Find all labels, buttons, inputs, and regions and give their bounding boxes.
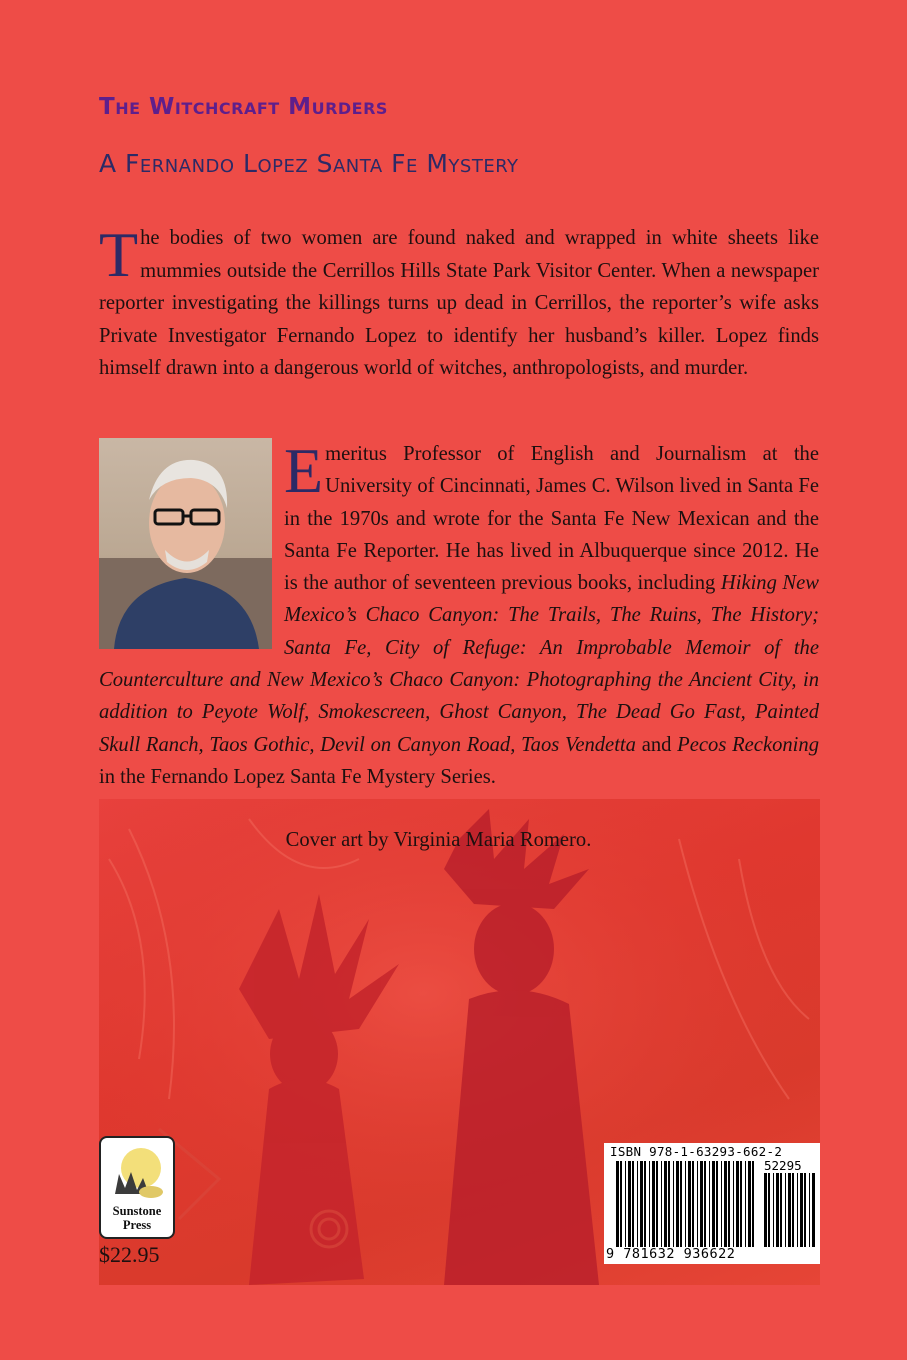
blurb-text: he bodies of two women are found naked and wrapped in white sheets like mummies outside the Cerrillos Hills State Park Visitor Center. When a newspaper reporter investigating the killings turns up dead in Cerrillos, the reporter’s wife asks Private Investigator Fernando Lopez to identify her husband’s killer. Lopez finds himself drawn into a dangerous world of witches, anthropologists, and murder. [99,227,819,379]
barcode-bar [692,1161,694,1247]
barcode-bar [685,1161,686,1247]
barcode-bar [724,1161,727,1247]
barcode-bar [628,1161,631,1247]
publisher-name-line2: Press [122,1218,152,1232]
ean-digits: 9 781632 936622 [606,1246,736,1262]
barcode-bar [721,1161,722,1247]
barcode-bar [788,1173,791,1247]
barcode-bar [652,1161,655,1247]
barcode-bar [637,1161,638,1247]
barcode-bar [664,1161,667,1247]
isbn-label: ISBN 978-1-63293-662-2 [610,1144,783,1159]
author-bio [99,435,819,793]
barcode-bar [733,1161,734,1247]
barcode-bar [764,1173,767,1247]
bio-title-pecos: Pecos Reckoning [677,733,819,756]
barcode-bar [709,1161,710,1247]
barcode-bar [712,1161,715,1247]
isbn-barcode [604,1143,820,1264]
barcode-bar [697,1161,698,1247]
publisher-name [101,1204,173,1232]
book-blurb [99,219,819,385]
price: $22.95 [99,1242,160,1267]
barcode-bar [812,1173,815,1247]
barcode-bar [797,1173,798,1247]
barcode-bar [656,1161,658,1247]
bio-text-3: in the Fernando Lopez Santa Fe Mystery Series. [99,765,496,788]
barcode-bar [649,1161,650,1247]
barcode-bar [625,1161,626,1247]
bio-dropcap: E [284,435,324,506]
barcode-bar [745,1161,746,1247]
barcode-bar [620,1161,622,1247]
barcode-bar [668,1161,670,1247]
barcode-bar [800,1173,803,1247]
barcode-bar [752,1161,754,1247]
bio-text-1: meritus Professor of English and Journalism at the University of Cincinnati, James C. Wilson lived in Santa Fe in the 1970s and wrote for the Santa Fe New Mexican and the Santa Fe Reporter. He has lived in Albuquerque since 2012. He is the author of seventeen previous books, including [284,443,819,595]
barcode-bar [716,1161,718,1247]
barcode-bar [700,1161,703,1247]
bio-titles-italic: Hiking New Mexico’s Chaco Canyon: The Trails, The Ruins, The History; Santa Fe, City of Refuge: An Improbable Memoir of the Counterculture and New Mexico’s Chaco Canyon: Photographing the Ancient City, in addition to Peyote Wolf, Smokescreen, Ghost Canyon, The Dead Go Fast, Painted Skull Ranch, Taos Gothic, Devil on Canyon Road, Taos Vendetta [99,572,819,756]
barcode-bar [676,1161,679,1247]
barcode-bar [804,1173,806,1247]
publisher-logo [99,1136,175,1239]
barcode-bar [809,1173,810,1247]
barcode-bar [640,1161,643,1247]
book-subtitle: A Fernando Lopez Santa Fe Mystery [99,149,519,178]
barcode-bar [785,1173,786,1247]
barcode-bar [616,1161,619,1247]
barcode-bar [680,1161,682,1247]
barcode-bar [776,1173,779,1247]
barcode-bar [792,1173,794,1247]
bio-text-2: and [635,733,678,756]
barcode-bar [644,1161,646,1247]
barcode-bar [780,1173,782,1247]
barcode-bar [728,1161,730,1247]
barcode-bar [704,1161,706,1247]
sunstone-sun-icon [101,1138,173,1204]
barcode-bar [773,1173,774,1247]
barcode-bar [768,1173,770,1247]
barcode-bar [740,1161,742,1247]
barcode-bar [688,1161,691,1247]
barcode-bar [632,1161,634,1247]
publisher-name-line1: Sunstone [112,1204,162,1218]
barcode-bar [673,1161,674,1247]
barcode-bar [748,1161,751,1247]
barcode-bar [736,1161,739,1247]
cover-credit: Cover art by Virginia Maria Romero. [285,829,592,851]
book-title: The Witchcraft Murders [99,94,388,120]
author-photo [99,438,272,649]
barcode-addon-digits: 52295 [764,1158,802,1173]
barcode-bar [661,1161,662,1247]
blurb-dropcap: T [99,219,139,290]
